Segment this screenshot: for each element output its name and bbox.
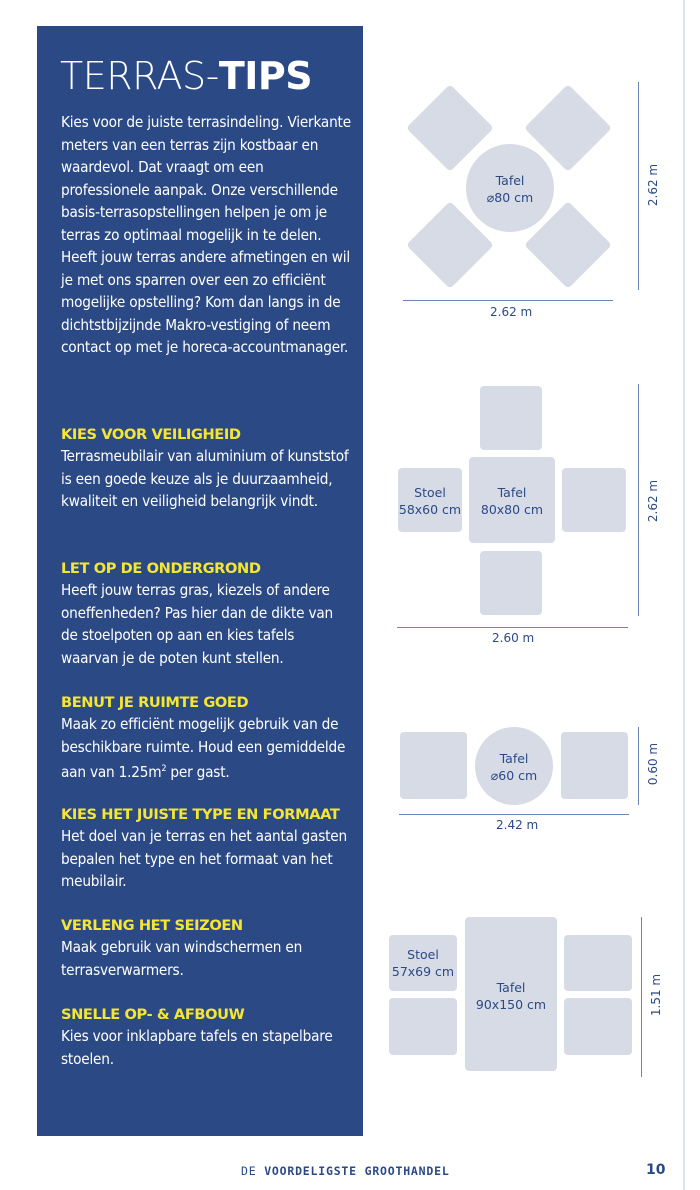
- tip-text-seizoen: Maak gebruik van windschermen en terrasverwarmers.: [61, 938, 303, 979]
- chair-label: [389, 946, 457, 980]
- chair: [480, 551, 542, 615]
- depth-dimension-line: [641, 917, 642, 1077]
- depth-dimension-line: [638, 727, 639, 805]
- tip-heading-ondergrond: LET OP DE ONDERGROND: [61, 560, 261, 577]
- table-size: ⌀80 cm: [486, 190, 534, 205]
- tip-text-ondergrond: Heeft jouw terras gras, kiezels of andere oneffenheden? Pas hier dan de dikte van de stoelpoten op aan en kies tafels waarvan je de poten kunt stellen.: [61, 581, 334, 667]
- depth-label: 2.62 m: [646, 163, 661, 207]
- width-label: 2.60 m: [492, 631, 535, 645]
- chair: [562, 468, 626, 532]
- chair: [400, 732, 467, 799]
- depth-label: 2.62 m: [646, 479, 661, 523]
- page-edge-line: [683, 0, 685, 1190]
- table-name: Tafel: [499, 751, 529, 766]
- width-label: 2.62 m: [490, 305, 533, 319]
- depth-label: 1.51 m: [649, 973, 664, 1017]
- footer-slogan: [241, 1164, 450, 1178]
- page-number: 10: [646, 1162, 666, 1178]
- tip-heading-veiligheid: KIES VOOR VEILIGHEID: [61, 426, 241, 443]
- table-label: [466, 172, 554, 206]
- table-size: 90x150 cm: [475, 997, 547, 1012]
- tips-panel: [37, 26, 363, 1136]
- table-label: [469, 484, 555, 518]
- footer-prefix: DE: [241, 1164, 257, 1178]
- chair: [564, 935, 632, 991]
- panel-title: [60, 54, 312, 98]
- chair: [561, 732, 628, 799]
- table-size: ⌀60 cm: [490, 768, 538, 783]
- depth-dimension-line: [638, 82, 639, 290]
- table-label: [475, 750, 553, 784]
- intro-text: Kies voor de juiste terrasindeling. Vierkante meters van een terras zijn kostbaar en waardevol. Dat vraagt om een professionele aanpak. Onze verschillende basis-terrasopstellingen helpen je om je terras zo optimaal mogelijk in te delen. Heeft jouw terras andere afmetingen en wil je met ons sparren over een zo efficiënt mogelijke opstelling? Kom dan langs in de dichtstbijzijnde Makro-vestiging of neem contact op met je horeca-accountmanager.: [61, 113, 351, 356]
- tip-heading-seizoen: VERLENG HET SEIZOEN: [61, 917, 243, 934]
- table-size: 80x80 cm: [480, 502, 544, 517]
- width-dimension-line: [399, 814, 629, 815]
- tip-text-ruimte-end: per gast.: [166, 763, 230, 782]
- depth-label: 0.60 m: [646, 742, 661, 786]
- table-name: Tafel: [496, 980, 526, 995]
- tip-heading-type: KIES HET JUISTE TYPE EN FORMAAT: [61, 806, 340, 823]
- tip-heading-ruimte: BENUT JE RUIMTE GOED: [61, 694, 249, 711]
- chair-label: [398, 484, 462, 518]
- depth-dimension-line: [638, 384, 639, 616]
- width-dimension-line: [397, 627, 628, 628]
- width-dimension-line: [403, 300, 613, 301]
- tip-text-type: Het doel van je terras en het aantal gasten bepalen het type en het formaat van het meubilair.: [61, 827, 347, 890]
- chair-size: 57x69 cm: [391, 964, 455, 979]
- tip-text-opbouw: Kies voor inklapbare tafels en stapelbare stoelen.: [61, 1027, 333, 1068]
- tip-text-veiligheid: Terrasmeubilair van aluminium of kunststof is een goede keuze als je duurzaamheid, kwaliteit en veiligheid belangrijk vindt.: [61, 447, 349, 510]
- footer-brand: VOORDELIGSTE GROOTHANDEL: [264, 1164, 450, 1178]
- tip-text-ruimte-main: Maak zo efficiënt mogelijk gebruik van de beschikbare ruimte. Houd een gemiddelde aan van 1.25m: [61, 715, 346, 782]
- chair-size: 58x60 cm: [398, 502, 462, 517]
- tip-heading-opbouw: SNELLE OP- & AFBOUW: [61, 1006, 245, 1023]
- tip-text-ruimte-sup: 2: [161, 764, 167, 774]
- width-label: 2.42 m: [496, 818, 539, 832]
- chair-name: Stoel: [407, 947, 439, 962]
- table-name: Tafel: [497, 485, 527, 500]
- title-light: TERRAS-: [60, 54, 219, 98]
- table-name: Tafel: [495, 173, 525, 188]
- chair: [389, 998, 457, 1055]
- chair: [564, 998, 632, 1055]
- chair-name: Stoel: [414, 485, 446, 500]
- table-label: [465, 979, 557, 1013]
- tip-text-ruimte: [61, 713, 353, 784]
- title-bold: TIPS: [218, 54, 313, 98]
- chair: [480, 386, 542, 450]
